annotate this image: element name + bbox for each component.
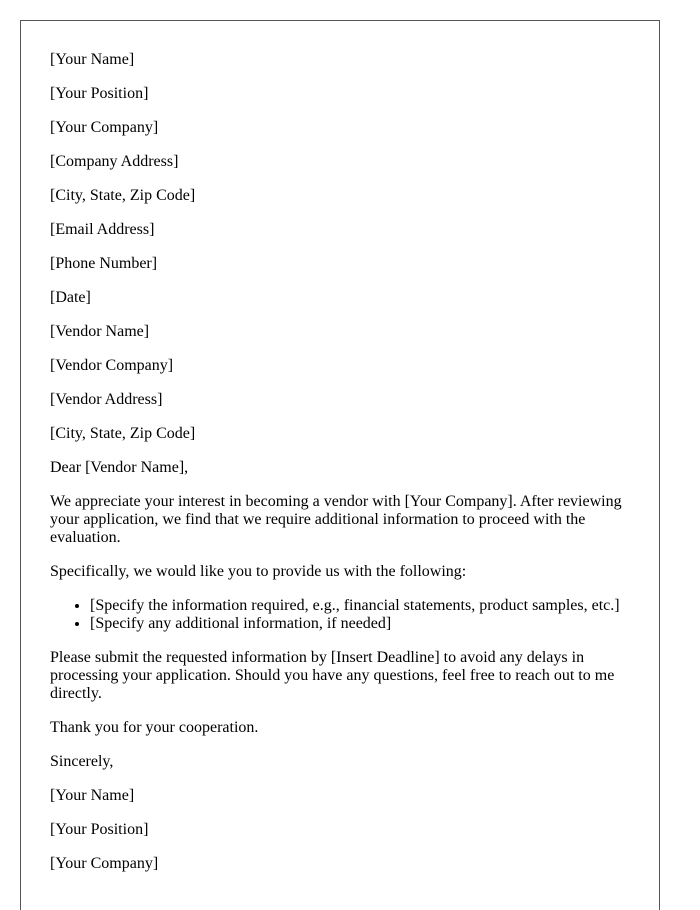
sender-phone: [Phone Number]	[50, 255, 158, 272]
sender-company: [Your Company]	[50, 119, 159, 136]
body-paragraph-request: Specifically, we would like you to provide us with the following:	[50, 563, 467, 580]
sender-position: [Your Position]	[50, 85, 149, 102]
recipient-company: [Vendor Company]	[50, 357, 174, 374]
letter-page	[20, 20, 660, 910]
closing: Sincerely,	[50, 753, 114, 770]
letter-date: [Date]	[50, 289, 91, 306]
body-paragraph-deadline: Please submit the requested information by [Insert Deadline] to avoid any delays in processing your application. Should you have any questions, feel free to reach out to me directly.	[50, 649, 615, 702]
body-paragraph-thanks: Thank you for your cooperation.	[50, 719, 259, 736]
list-item: • [Specify any additional information, if needed]	[90, 615, 630, 633]
recipient-city-state-zip: [City, State, Zip Code]	[50, 425, 196, 442]
body-paragraph-intro: We appreciate your interest in becoming a vendor with [Your Company]. After reviewing your application, we find that we require additional information to proceed with the evaluation.	[50, 493, 622, 546]
list-item: • [Specify the information required, e.g., financial statements, product samples, etc.]	[90, 597, 630, 615]
recipient-name: [Vendor Name]	[50, 323, 150, 340]
recipient-address: [Vendor Address]	[50, 391, 163, 408]
signature-company: [Your Company]	[50, 855, 159, 872]
requested-info-list	[50, 597, 630, 633]
sender-address: [Company Address]	[50, 153, 179, 170]
sender-name: [Your Name]	[50, 51, 135, 68]
signature-position: [Your Position]	[50, 821, 149, 838]
sender-city-state-zip: [City, State, Zip Code]	[50, 187, 196, 204]
salutation: Dear [Vendor Name],	[50, 459, 189, 476]
sender-email: [Email Address]	[50, 221, 155, 238]
signature-name: [Your Name]	[50, 787, 135, 804]
